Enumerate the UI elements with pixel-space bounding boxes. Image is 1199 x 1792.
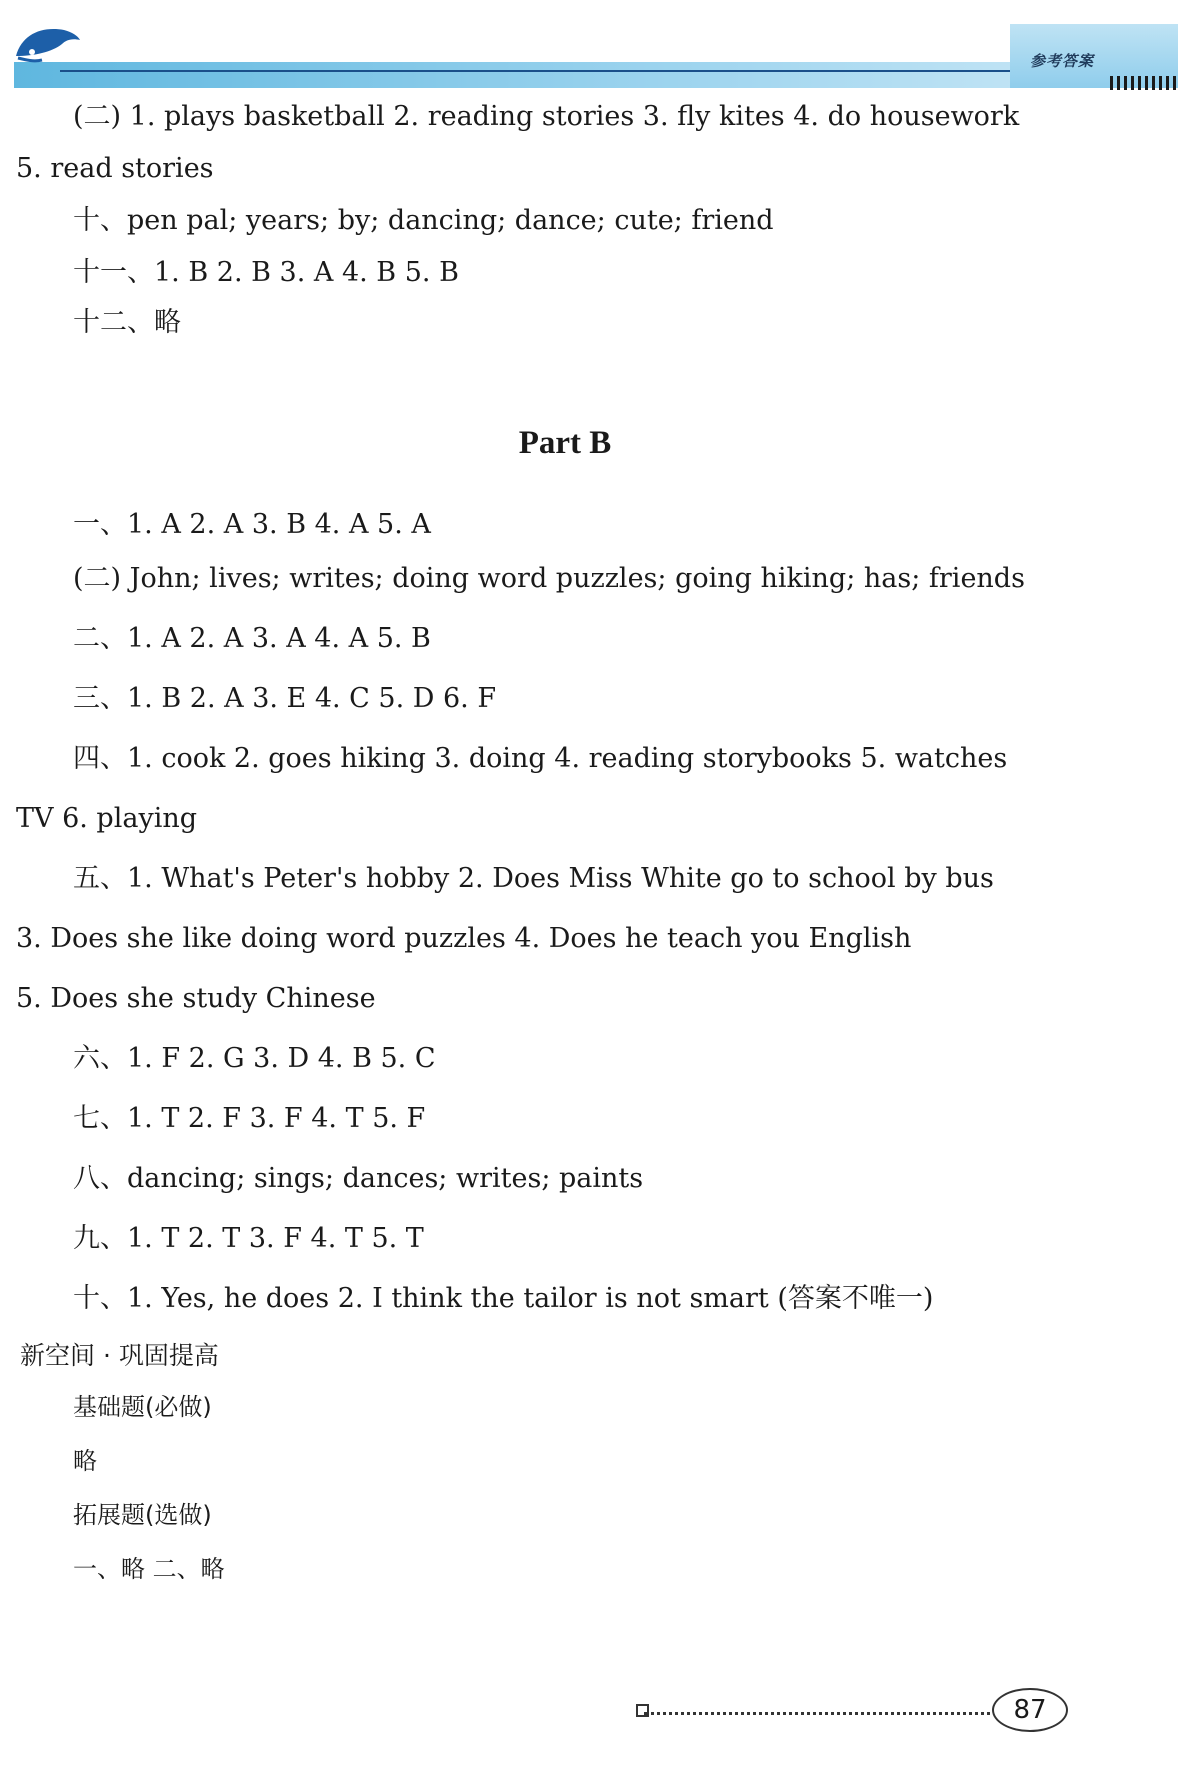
answer-line: 一、1. A 2. A 3. B 4. A 5. A [73, 509, 431, 540]
barcode-decoration [1110, 76, 1178, 90]
answer-line: 3. Does she like doing word puzzles 4. Does he teach you English [16, 923, 912, 954]
header-rule [60, 70, 1010, 72]
answer-line: 七、1. T 2. F 3. F 4. T 5. F [73, 1103, 426, 1134]
answer-line: 十、1. Yes, he does 2. I think the tailor is not smart (答案不唯一) [73, 1283, 934, 1314]
page-number: 87 [992, 1688, 1068, 1732]
part-b-heading: Part B [518, 425, 612, 461]
answer-line: (二) 1. plays basketball 2. reading stories 3. fly kites 4. do housework [73, 101, 1020, 132]
answer-line: 五、1. What's Peter's hobby 2. Does Miss White go to school by bus [73, 863, 994, 894]
answer-line: TV 6. playing [16, 803, 198, 834]
answer-line: 十二、略 [73, 307, 181, 338]
answer-line: 十一、1. B 2. B 3. A 4. B 5. B [73, 257, 459, 288]
answer-line: 三、1. B 2. A 3. E 4. C 5. D 6. F [73, 683, 497, 714]
answer-line: 十、pen pal; years; by; dancing; dance; cute; friend [73, 205, 774, 236]
answer-line: 5. Does she study Chinese [16, 983, 376, 1014]
new-space-line: 拓展题(选做) [73, 1501, 212, 1529]
new-space-title: 新空间 · 巩固提高 [20, 1341, 219, 1370]
new-space-line: 基础题(必做) [73, 1393, 212, 1421]
header-label: 参考答案 [1030, 52, 1095, 70]
answer-line: (二) John; lives; writes; doing word puzzles; going hiking; has; friends [73, 563, 1025, 594]
header-bar [14, 62, 1178, 88]
answer-line: 六、1. F 2. G 3. D 4. B 5. C [73, 1043, 436, 1074]
answer-line: 二、1. A 2. A 3. A 4. A 5. B [73, 623, 431, 654]
answer-line: 四、1. cook 2. goes hiking 3. doing 4. reading storybooks 5. watches [73, 743, 1008, 774]
answer-line: 5. read stories [16, 153, 214, 184]
answer-line: 八、dancing; sings; dances; writes; paints [73, 1163, 644, 1194]
answer-line: 九、1. T 2. T 3. F 4. T 5. T [73, 1223, 424, 1254]
dolphin-logo-icon [12, 22, 82, 68]
new-space-line: 一、略 二、略 [73, 1555, 225, 1583]
footer-square [636, 1704, 649, 1717]
new-space-line: 略 [73, 1447, 97, 1475]
footer-dotted-rule [644, 1712, 990, 1715]
